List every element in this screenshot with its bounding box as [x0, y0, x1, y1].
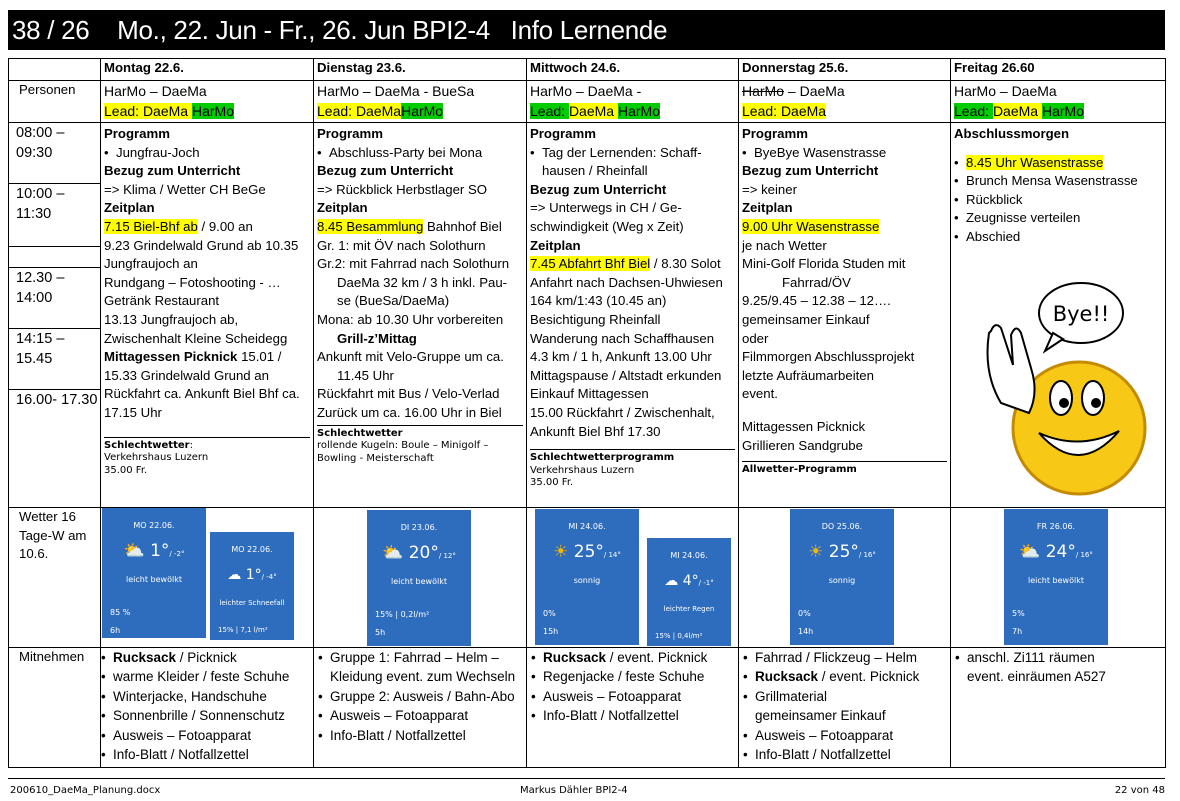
- schedule-line: Rückfahrt ca. Ankunft Biel Bhf ca.: [104, 386, 300, 402]
- lead-name: HarMo: [1041, 103, 1084, 119]
- partly-cloudy-icon: ⛅: [382, 542, 404, 563]
- title-bar: [8, 10, 1165, 50]
- lead-prefix: Lead:: [104, 103, 140, 119]
- section-heading: Zeitplan: [104, 200, 155, 216]
- schedule-line: 9.23 Grindelwald Grund ab 10.35: [104, 237, 299, 253]
- section-heading: Zeitplan: [530, 237, 581, 253]
- lead-name: HarMo: [191, 103, 234, 119]
- schedule-line: Grillieren Sandgrube: [742, 437, 863, 453]
- lunch-label: Mittagessen Picknick: [104, 349, 238, 365]
- bye-smiley-icon: [961, 273, 1161, 503]
- schedule-line: Rundgang – Fotoshooting - …: [104, 274, 281, 290]
- bezug-text: => keiner: [742, 181, 797, 197]
- list-item: event. einräumen A527: [967, 669, 1106, 685]
- sun-icon: ☀: [808, 541, 824, 562]
- date-range: Mo., 22. Jun - Fr., 26. Jun BPI2-4: [117, 15, 490, 45]
- section-heading: Programm: [742, 126, 808, 141]
- schedule-line: Rückfahrt mit Bus / Velo-Verlad: [317, 386, 500, 402]
- weather-card: DI 23.06. ⛅ 20°/ 12° leicht bewölkt 15% | 0,2l/m² 5h: [367, 510, 471, 646]
- persons-wed: HarMo – DaeMa -: [530, 83, 642, 99]
- weather-card: MI 24.06. ☁ 4°/ -1° leichter Regen 15% | 0,4l/m²: [647, 538, 731, 646]
- lead-name: DaeMa: [992, 103, 1039, 119]
- corner-cell: [9, 59, 101, 81]
- list-item: • Sonnenbrille / Sonnenschutz: [101, 706, 310, 725]
- schedule-line: Mini-Golf Florida Studen mit: [742, 256, 906, 272]
- list-item: • Ausweis – Fotoapparat: [318, 706, 523, 725]
- schedule-line: DaeMa 32 km / 3 h inkl. Pau-: [337, 274, 508, 290]
- weather-tue: [314, 508, 527, 648]
- day-header-wed: Mittwoch 24.6.: [527, 59, 739, 81]
- schedule-line: Gr.2: mit Fahrrad nach Solothurn: [317, 256, 510, 272]
- info-title: Info Lernende: [510, 15, 668, 45]
- program-item: • Rückblick: [954, 191, 1162, 210]
- weather-wed: [527, 508, 739, 648]
- list-item: • Info-Blatt / Notfallzettel: [101, 745, 310, 764]
- schedule-line: 164 km/1:43 (10.45 an): [530, 293, 667, 309]
- list-item: • Gruppe 2: Ausweis / Bahn-Abo: [318, 687, 523, 706]
- weather-row: [9, 508, 1166, 648]
- day-header-fri: Freitag 26.60: [951, 59, 1166, 81]
- schedule-line: Zwischenhalt Kleine Scheidegg: [104, 330, 288, 346]
- bezug-text: schwindigkeit (Weg x Zeit): [530, 218, 684, 234]
- schedule-line: Einkauf Mittagessen: [530, 386, 649, 402]
- section-heading: Zeitplan: [317, 200, 368, 216]
- footer-filename: 200610_DaeMa_Planung.docx: [10, 785, 161, 796]
- bezug-text: => Klima / Wetter CH BeGe: [104, 181, 266, 197]
- section-heading: Bezug zum Unterricht: [317, 163, 454, 179]
- schedule-line: 11.45 Uhr: [337, 367, 394, 383]
- bye-text: Bye!!: [1052, 302, 1110, 326]
- list-item: gemeinsamer Einkauf: [755, 708, 886, 724]
- schedule-line: Anfahrt nach Dachsen-Uhwiesen: [530, 274, 723, 290]
- program-wed: Programm • Tag der Lernenden: Schaff- hausen / Rheinfall Bezug zum Unterricht => Unterwegs in CH / Ge- schwindigkeit (Weg x Zeit) Zeitplan 7.45 Abfahrt Bhf Biel / 8.30 Solot Anfahrt nach Dachsen-Uhwiesen 164 km/1:43 (10.45 an) Besichtigung Rheinfall Wanderung nach Schaffhausen 4.3 km / 1 h, Ankunft 13.00 Uhr Mittagspause / Altstadt erkunden Einkauf Mittagessen 15.00 Rückfahrt / Zwischenhalt, Ankunft Biel Bhf 17.30 Schlechtwetterprogramm Verkehrshaus Luzern 35.00 Fr.: [527, 123, 739, 508]
- lead-name: DaeMa: [780, 103, 827, 119]
- weather-card: MI 24.06. ☀ 25°/ 14° sonnig 0% 15h: [535, 509, 639, 645]
- list-item: • Ausweis – Fotoapparat: [531, 687, 735, 706]
- header-row: [9, 59, 1166, 81]
- section-heading: Programm: [530, 126, 596, 141]
- mit-mon: • Rucksack / Picknick • warme Kleider / feste Schuhe • Winterjacke, Handschuhe • Sonnenbrille / Sonnenschutz • Ausweis – Fotoapparat • Info-Blatt / Notfallzettel: [101, 648, 314, 768]
- program-item: • Tag der Lernenden: Schaff-: [530, 144, 735, 163]
- lead-prefix: Lead:: [742, 103, 778, 119]
- section-heading: Programm: [104, 126, 170, 141]
- schedule-line: 13.13 Jungfraujoch ab,: [104, 311, 239, 327]
- program-item: hausen / Rheinfall: [542, 163, 648, 179]
- schedule-line: Fahrrad/ÖV: [782, 274, 851, 290]
- schedule-line: Zurück um ca. 16.00 Uhr in Biel: [317, 404, 502, 420]
- program-item: • Brunch Mensa Wasenstrasse: [954, 172, 1162, 191]
- weather-fri: [951, 508, 1166, 648]
- weather-card: MO 22.06. ⛅ 1°/ -2° leicht bewölkt 85 % 6h: [102, 508, 206, 638]
- schedule-line: gemeinsamer Einkauf: [742, 311, 870, 327]
- day-header-thu: Donnerstag 25.6.: [739, 59, 951, 81]
- schedule-line: 15.00 Rückfahrt / Zwischenhalt,: [530, 404, 715, 420]
- persons-tue: HarMo – DaeMa - BueSa: [317, 83, 475, 99]
- day-header-mon: Montag 22.6.: [101, 59, 314, 81]
- sun-icon: ☀: [553, 541, 569, 562]
- section-heading: Bezug zum Unterricht: [104, 163, 241, 179]
- schedule-line: Besichtigung Rheinfall: [530, 311, 661, 327]
- time-slot: 10:00 – 11:30: [9, 184, 100, 247]
- schedule-line: Jungfraujoch an: [104, 256, 198, 272]
- program-mon: Programm • Jungfrau-Joch Bezug zum Unterricht => Klima / Wetter CH BeGe Zeitplan 7.15 Biel-Bhf ab / 9.00 an 9.23 Grindelwald Grund ab 10.35 Jungfraujoch an Rundgang – Fotoshooting - … Getränk Restaurant 13.13 Jungfraujoch ab, Zwischenhalt Kleine Scheidegg Mittagessen Picknick 15.01 / 15.33 Grindelwald Grund an Rückfahrt ca. Ankunft Biel Bhf ca. 17.15 Uhr Schlechtwetter: Verkehrshaus Luzern 35.00 Fr.: [101, 123, 314, 508]
- schedule-line: event.: [742, 386, 778, 402]
- weather-card: FR 26.06. ⛅ 24°/ 16° leicht bewölkt 5% 7h: [1004, 509, 1108, 645]
- weather-label: Wetter 16 Tage-W am 10.6.: [9, 508, 101, 648]
- weather-card: DO 25.06. ☀ 25°/ 16° sonnig 0% 14h: [790, 509, 894, 645]
- partly-cloudy-icon: ⛅: [123, 540, 145, 561]
- lead-name: HarMo: [617, 103, 660, 119]
- footer-page: 22 von 48: [1114, 785, 1165, 796]
- highlight-time: 7.15 Biel-Bhf ab: [104, 218, 198, 234]
- bad-weather-wed: Schlechtwetterprogramm Verkehrshaus Luzern 35.00 Fr.: [530, 449, 735, 490]
- weather-thu: [739, 508, 951, 648]
- weather-mon: [101, 508, 314, 648]
- schedule-line: Wanderung nach Schaffhausen: [530, 330, 715, 346]
- persons-mon: HarMo – DaeMa: [104, 83, 207, 99]
- program-item: • Jungfrau-Joch: [104, 144, 310, 163]
- time-slot-spacer: [9, 247, 100, 268]
- lead-name: DaeMa: [142, 103, 189, 119]
- schedule-line: Ankunft Biel Bhf 17.30: [530, 423, 661, 439]
- time-slot: 08:00 – 09:30: [9, 123, 100, 184]
- mitnehmen-row: [9, 648, 1166, 768]
- schedule-line: 9.25/9.45 – 12.38 – 12….: [742, 293, 891, 309]
- time-slot: 14:15 – 15.45: [9, 329, 100, 390]
- snow-cloud-icon: ☁: [227, 566, 242, 583]
- schedule-line: 15.33 Grindelwald Grund an: [104, 367, 269, 383]
- partly-cloudy-icon: ⛅: [1019, 541, 1041, 562]
- lead-prefix: Lead:: [530, 103, 566, 119]
- schedule-line: Mittagspause / Altstadt erkunden: [530, 367, 722, 383]
- schedule-line: Mittagessen Picknick: [742, 418, 866, 434]
- lead-name: DaeMa: [355, 103, 402, 119]
- lead-prefix: Lead:: [954, 103, 990, 119]
- list-item: • Info-Blatt / Notfallzettel: [531, 706, 735, 725]
- persons-thu: HarMo – DaeMa: [742, 83, 845, 99]
- section-heading: Bezug zum Unterricht: [530, 181, 667, 197]
- time-slot: 12.30 – 14:00: [9, 268, 100, 329]
- lunch-label: Grill-z’Mittag: [337, 330, 417, 346]
- list-item: • Info-Blatt / Notfallzettel: [743, 745, 947, 764]
- time-slot: 16.00- 17.30: [16, 392, 98, 408]
- list-item: • Fahrrad / Flickzeug – Helm: [743, 648, 947, 667]
- list-item: • Gruppe 1: Fahrrad – Helm –: [318, 648, 523, 667]
- bezug-text: => Unterwegs in CH / Ge-: [530, 200, 682, 216]
- mit-fri: [951, 648, 1166, 768]
- lead-name: DaeMa: [568, 103, 615, 119]
- schedule-line: 4.3 km / 1 h, Ankunft 13.00 Uhr: [530, 349, 712, 365]
- bezug-text: => Rückblick Herbstlager SO: [317, 181, 488, 197]
- bad-weather-mon: Schlechtwetter: Verkehrshaus Luzern 35.00 Fr.: [104, 437, 310, 478]
- schedule-line: 17.15 Uhr: [104, 404, 162, 420]
- mit-wed: • Rucksack / event. Picknick • Regenjacke / feste Schuhe • Ausweis – Fotoapparat • Info-Blatt / Notfallzettel: [527, 648, 739, 768]
- schedule-line: se (BueSa/DaeMa): [337, 293, 450, 309]
- program-thu: [739, 123, 951, 508]
- highlight-time: 8.45 Uhr Wasenstrasse: [966, 154, 1104, 170]
- section-heading: Abschlussmorgen: [954, 126, 1070, 141]
- list-item: • Ausweis – Fotoapparat: [101, 726, 310, 745]
- program-fri: [951, 123, 1166, 508]
- list-item: • Info-Blatt / Notfallzettel: [318, 726, 523, 745]
- week-number: 38 / 26: [12, 15, 90, 45]
- list-item: • Winterjacke, Handschuhe: [101, 687, 310, 706]
- list-item: • Ausweis – Fotoapparat: [743, 726, 947, 745]
- program-row: [9, 123, 1166, 508]
- list-item: • warme Kleider / feste Schuhe: [101, 667, 310, 686]
- list-item: Kleidung event. zum Wechseln: [330, 669, 516, 685]
- section-heading: Programm: [317, 126, 383, 141]
- schedule-line: je nach Wetter: [742, 237, 827, 253]
- schedule-line: Gr. 1: mit ÖV nach Solothurn: [317, 237, 486, 253]
- weather-card: MO 22.06. ☁ 1°/ -4° leichter Schneefall 15% | 7,1 l/m²: [210, 532, 294, 640]
- schedule-table: [8, 58, 1166, 768]
- mit-thu: • Fahrrad / Flickzeug – Helm • Rucksack / event. Picknick • Grillmaterial gemeinsamer Einkauf • Ausweis – Fotoapparat • Info-Blatt / Notfallzettel: [739, 648, 951, 768]
- list-item: • Grillmaterial: [743, 687, 947, 706]
- schedule-line: Mona: ab 10.30 Uhr vorbereiten: [317, 311, 504, 327]
- persons-label: Personen: [9, 81, 101, 123]
- lead-name: HarMo: [401, 103, 444, 119]
- bad-weather-tue: Schlechtwetter rollende Kugeln: Boule – Minigolf – Bowling - Meisterschaft: [317, 425, 523, 466]
- schedule-line: Ankunft mit Velo-Gruppe um ca.: [317, 349, 504, 365]
- schedule-line: oder: [742, 330, 769, 346]
- program-item: • Abschied: [954, 228, 1162, 247]
- schedule-line: Filmmorgen Abschlussprojekt: [742, 349, 915, 365]
- program-item: • ByeBye Wasenstrasse: [742, 144, 947, 163]
- all-weather-thu: Allwetter-Programm: [742, 461, 947, 477]
- schedule-line: Getränk Restaurant: [104, 293, 220, 309]
- page-footer: [8, 778, 1165, 796]
- rain-cloud-icon: ☁: [664, 572, 679, 589]
- highlight-time: 8.45 Besammlung: [317, 218, 424, 234]
- persons-row: [9, 81, 1166, 123]
- list-item: • Regenjacke / feste Schuhe: [531, 667, 735, 686]
- highlight-time: 7.45 Abfahrt Bhf Biel: [530, 256, 651, 272]
- program-tue: Programm • Abschluss-Party bei Mona Bezug zum Unterricht => Rückblick Herbstlager SO Zeitplan 8.45 Besammlung Bahnhof Biel Gr. 1: mit ÖV nach Solothurn Gr.2: mit Fahrrad nach Solothurn DaeMa 32 km / 3 h inkl. Pau- se (BueSa/DaeMa) Mona: ab 10.30 Uhr vorbereiten Grill-z’Mittag Ankunft mit Velo-Gruppe um ca. 11.45 Uhr Rückfahrt mit Bus / Velo-Verlad Zurück um ca. 16.00 Uhr in Biel Schlechtwetter rollende Kugeln: Boule – Minigolf – Bowling - Meisterschaft: [314, 123, 527, 508]
- mit-tue: [314, 648, 527, 768]
- section-heading: Bezug zum Unterricht: [742, 163, 879, 179]
- mitnehmen-label: Mitnehmen: [9, 648, 101, 768]
- program-item: • Zeugnisse verteilen: [954, 209, 1162, 228]
- schedule-line: letzte Aufräumarbeiten: [742, 367, 874, 383]
- section-heading: Zeitplan: [742, 200, 793, 216]
- footer-author: Markus Dähler BPI2-4: [520, 785, 628, 796]
- times-column: [9, 123, 101, 508]
- persons-fri: HarMo – DaeMa: [954, 83, 1057, 99]
- highlight-time: 9.00 Uhr Wasenstrasse: [742, 218, 880, 234]
- lead-prefix: Lead:: [317, 103, 353, 119]
- day-header-tue: Dienstag 23.6.: [314, 59, 527, 81]
- list-item: • anschl. Zi111 räumen: [955, 648, 1162, 667]
- program-item: • Abschluss-Party bei Mona: [317, 144, 523, 163]
